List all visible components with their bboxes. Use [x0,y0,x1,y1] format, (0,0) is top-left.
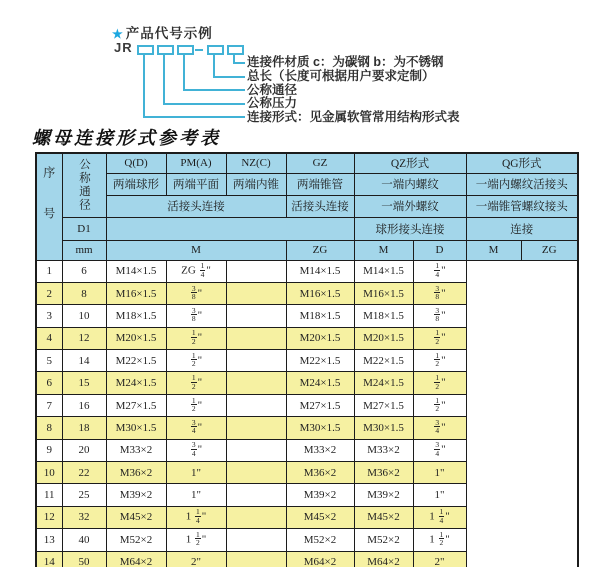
cell-qz_m [226,305,286,327]
connector-line [213,76,245,78]
cell-m: M18×1.5 [106,305,166,327]
cell-seq: 12 [36,506,62,528]
cell-qg_m: M64×2 [354,551,413,567]
cell-seq: 7 [36,394,62,416]
cell-seq: 3 [36,305,62,327]
header-m: M [106,240,286,260]
cell-seq: 14 [36,551,62,567]
connector-line [163,103,245,105]
table-row [36,484,578,506]
cell-gz: $\frac{3}{4}$ " [166,439,226,461]
cell-m: M52×2 [106,529,166,551]
cell-m: M27×1.5 [106,394,166,416]
cell-qz_d: M20×1.5 [286,327,354,349]
cell-gz: $\frac{3}{8}$ " [166,282,226,304]
cell-qg_zg: $\frac{3}{8}$ " [413,282,466,304]
table-row [36,282,578,304]
cell-gz: $\frac{1}{2}$ " [166,327,226,349]
code-box-1 [137,45,154,55]
header-q-desc: 两端球形 [106,173,166,195]
cell-seq: 8 [36,417,62,439]
cell-qz_m [226,462,286,484]
cell-qz_d: M33×2 [286,439,354,461]
cell-m: M45×2 [106,506,166,528]
product-code-title [112,22,213,42]
cell-qz_m [226,529,286,551]
cell-qz_m [226,282,286,304]
code-box-3 [177,45,194,55]
cell-qg_zg: $\frac{1}{2}$ " [413,350,466,372]
star-icon: ★ [112,27,124,41]
cell-m: M64×2 [106,551,166,567]
table-row [36,462,578,484]
cell-gz: $\frac{3}{8}$ " [166,305,226,327]
cell-qg_zg: $\frac{3}{4}$ " [413,439,466,461]
cell-qz_m [226,417,286,439]
cell-dn: 8 [62,282,106,304]
cell-qz_m [226,439,286,461]
cell-qg_zg: $\frac{3}{8}$ " [413,305,466,327]
cell-seq: 10 [36,462,62,484]
cell-qz_d: M14×1.5 [286,260,354,282]
header-qz-desc1: 一端内螺纹 [354,173,466,195]
table-row [36,350,578,372]
code-label-diameter: 公称通径 [247,82,298,97]
cell-qz_d: M24×1.5 [286,372,354,394]
header-blank [106,217,354,240]
header-gz-zg: ZG [286,240,354,260]
header-col-pm: PM(A) [166,153,226,173]
cell-dn: 32 [62,506,106,528]
cell-qz_d: M22×1.5 [286,350,354,372]
code-label-connection: 连接形式：见金属软管常用结构形式表 [247,110,460,125]
cell-m: M24×1.5 [106,372,166,394]
cell-seq: 11 [36,484,62,506]
cell-qz_m [226,506,286,528]
cell-dn: 20 [62,439,106,461]
cell-m: M39×2 [106,484,166,506]
header-seq: 序号 [36,153,62,260]
cell-qg_m: M36×2 [354,462,413,484]
cell-gz: $\frac{1}{2}$ " [166,372,226,394]
cell-seq: 5 [36,350,62,372]
table-row [36,260,578,282]
cell-qz_d: M18×1.5 [286,305,354,327]
header-qg-desc2: 一端锥管螺纹接头 [466,195,578,217]
cell-dn: 10 [62,305,106,327]
cell-qg_m: M18×1.5 [354,305,413,327]
cell-qz_m [226,260,286,282]
cell-qg_m: M22×1.5 [354,350,413,372]
nut-connection-table [35,152,579,567]
connector-line [163,53,165,105]
cell-seq: 1 [36,260,62,282]
cell-qz_m [226,350,286,372]
cell-qz_d: M52×2 [286,529,354,551]
connector-line [143,53,145,118]
code-dash [195,49,203,51]
table-row [36,327,578,349]
cell-m: M33×2 [106,439,166,461]
header-gz-desc: 两端锥管 [286,173,354,195]
cell-qg_zg: $\frac{1}{2}$ " [413,372,466,394]
connector-line [183,89,245,91]
cell-seq: 9 [36,439,62,461]
header-qg-zg: ZG [521,240,578,260]
header-pm-desc: 两端平面 [166,173,226,195]
cell-qz_d: M30×1.5 [286,417,354,439]
header-qg-m: M [466,240,521,260]
connector-line [233,62,245,64]
cell-qg_zg: 1 $\frac{1}{2}$ " [413,529,466,551]
cell-qg_zg: 1" [413,484,466,506]
table-title: 螺母连接形式参考表 [32,128,221,148]
cell-qg_zg: $\frac{1}{2}$ " [413,327,466,349]
cell-seq: 6 [36,372,62,394]
cell-dn: 6 [62,260,106,282]
cell-dn: 50 [62,551,106,567]
table-row [36,439,578,461]
cell-qg_zg: 1 $\frac{1}{4}$ " [413,506,466,528]
cell-qz_d: M64×2 [286,551,354,567]
table-row [36,372,578,394]
cell-qz_d: M45×2 [286,506,354,528]
cell-dn: 12 [62,327,106,349]
cell-qg_m: M45×2 [354,506,413,528]
header-qg-desc1: 一端内螺纹活接头 [466,173,578,195]
cell-gz: $\frac{3}{4}$ " [166,417,226,439]
cell-dn: 40 [62,529,106,551]
cell-qg_zg: $\frac{1}{4}$ " [413,260,466,282]
header-gz-connection: 活接头连接 [286,195,354,217]
cell-m: M14×1.5 [106,260,166,282]
cell-gz: ZG $\frac{1}{4}$ " [166,260,226,282]
code-box-4 [207,45,224,55]
cell-qg_zg: 2" [413,551,466,567]
cell-dn: 16 [62,394,106,416]
header-d1: D1 [62,217,106,240]
code-labels [247,56,460,125]
cell-seq: 2 [36,282,62,304]
code-box-5 [227,45,244,55]
cell-qz_m [226,372,286,394]
code-label-material: 连接件材质 c：为碳钢 b：为不锈钢 [247,55,444,69]
table-row [36,305,578,327]
header-col-gz: GZ [286,153,354,173]
cell-m: M36×2 [106,462,166,484]
table-row [36,529,578,551]
cell-qg_zg: $\frac{3}{4}$ " [413,417,466,439]
cell-qg_zg: $\frac{1}{2}$ " [413,394,466,416]
cell-qg_m: M33×2 [354,439,413,461]
cell-gz: 1 $\frac{1}{2}$ " [166,529,226,551]
cell-m: M22×1.5 [106,350,166,372]
cell-qg_m: M27×1.5 [354,394,413,416]
connector-line [213,53,215,78]
cell-dn: 22 [62,462,106,484]
connector-line [143,116,245,118]
code-label-length: 总长（长度可根据用户要求定制） [247,68,435,83]
cell-qz_d: M27×1.5 [286,394,354,416]
cell-gz: $\frac{1}{2}$ " [166,350,226,372]
connector-line [183,53,185,91]
header-qz-desc2: 一端外螺纹 [354,195,466,217]
table-row [36,506,578,528]
header-qg-connection: 连接 [466,217,578,240]
cell-qz_m [226,327,286,349]
cell-gz: 1 $\frac{1}{4}$ " [166,506,226,528]
header-col-qz: QZ形式 [354,153,466,173]
cell-qg_m: M16×1.5 [354,282,413,304]
cell-dn: 14 [62,350,106,372]
header-nominal-diameter: 公称通径 [62,153,106,217]
cell-qz_d: M36×2 [286,462,354,484]
header-qz-m: M [354,240,413,260]
cell-qz_m [226,484,286,506]
header-qz-connection: 球形接头连接 [354,217,466,240]
header-col-nz: NZ(C) [226,153,286,173]
cell-gz: $\frac{1}{2}$ " [166,394,226,416]
product-code-title-text: 产品代号示例 [125,26,213,41]
cell-qg_m: M39×2 [354,484,413,506]
header-col-qg: QG形式 [466,153,578,173]
cell-dn: 15 [62,372,106,394]
cell-qg_m: M52×2 [354,529,413,551]
cell-qg_m: M30×1.5 [354,417,413,439]
code-label-pressure: 公称压力 [247,96,298,111]
cell-m: M16×1.5 [106,282,166,304]
cell-gz: 1" [166,462,226,484]
cell-qg_zg: 1" [413,462,466,484]
cell-qg_m: M14×1.5 [354,260,413,282]
cell-seq: 4 [36,327,62,349]
cell-qg_m: M24×1.5 [354,372,413,394]
table-row [36,551,578,567]
cell-dn: 25 [62,484,106,506]
code-box-2 [157,45,174,55]
cell-m: M30×1.5 [106,417,166,439]
cell-seq: 13 [36,529,62,551]
cell-m: M20×1.5 [106,327,166,349]
header-mm: mm [62,240,106,260]
table-row [36,394,578,416]
table-row [36,417,578,439]
cell-qz_d: M39×2 [286,484,354,506]
header-qz-d: D [413,240,466,260]
header-nz-desc: 两端内锥 [226,173,286,195]
header-union-connection: 活接头连接 [106,195,286,217]
header-col-q: Q(D) [106,153,166,173]
cell-dn: 18 [62,417,106,439]
cell-qz_d: M16×1.5 [286,282,354,304]
cell-qz_m [226,551,286,567]
cell-qz_m [226,394,286,416]
cell-gz: 1" [166,484,226,506]
cell-qg_m: M20×1.5 [354,327,413,349]
code-prefix: JR [114,40,133,55]
cell-gz: 2" [166,551,226,567]
